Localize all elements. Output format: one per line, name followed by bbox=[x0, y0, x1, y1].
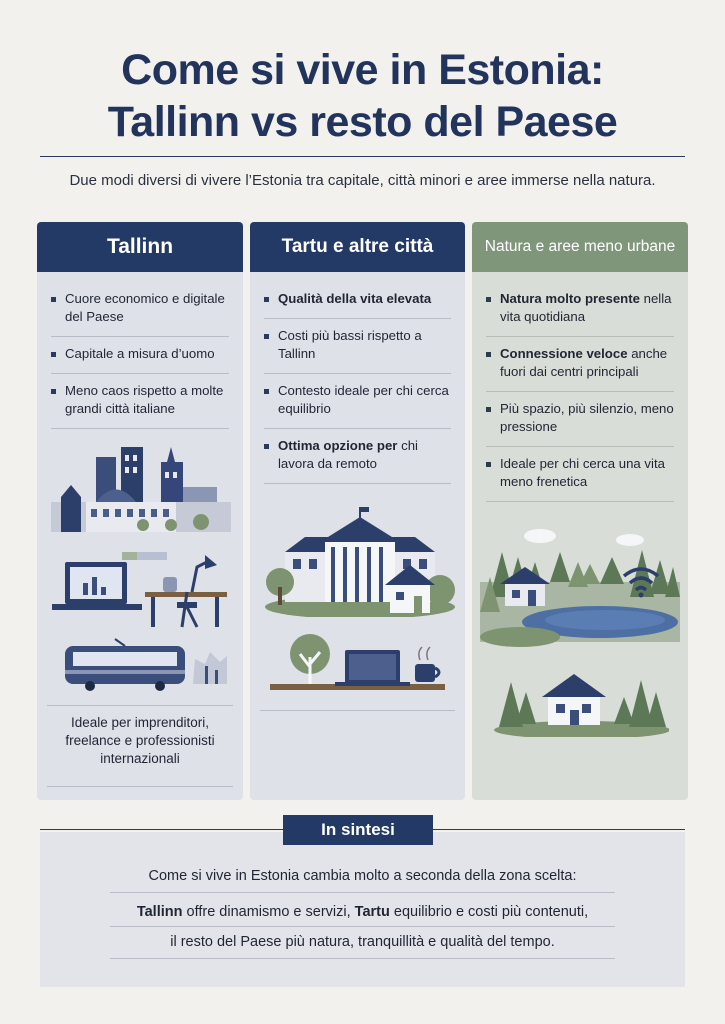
list-item bbox=[486, 447, 674, 502]
subtitle: Due modi diversi di vivere l’Estonia tra capitale, città minori e aree immerse nella natura. bbox=[69, 172, 656, 189]
column-divider bbox=[47, 786, 233, 787]
title-line-2: Tallinn vs resto del Paese bbox=[107, 98, 618, 146]
summary-separator bbox=[110, 958, 615, 959]
list-item bbox=[264, 319, 451, 374]
summary-bold-tartu: Tartu bbox=[354, 904, 390, 920]
column-heading-tallinn: Tallinn bbox=[37, 222, 243, 272]
summary-line-3: il resto del Paese più natura, tranquillità e qualità del tempo. bbox=[170, 934, 555, 950]
column-divider bbox=[47, 705, 233, 706]
column-tartu bbox=[250, 222, 465, 800]
item-text: Costi più bassi rispetto a Tallinn bbox=[278, 328, 422, 361]
wifi-icon bbox=[620, 562, 662, 598]
list-item bbox=[51, 337, 229, 374]
item-bold-text: Qualità della vita elevata bbox=[278, 291, 432, 306]
summary-line-2 bbox=[110, 904, 615, 920]
item-text: chi lavora da remoto bbox=[278, 438, 418, 471]
summary-bold-tallinn: Tallinn bbox=[136, 904, 183, 920]
natura-item-list bbox=[472, 272, 688, 502]
item-text: Capitale a misura d’uomo bbox=[65, 346, 215, 361]
list-item bbox=[486, 392, 674, 447]
list-item bbox=[264, 429, 451, 484]
cottage-icon bbox=[494, 662, 669, 737]
coffee-laptop-icon bbox=[265, 632, 455, 697]
title-divider bbox=[40, 156, 685, 157]
item-text: Più spazio, più silenzio, meno pressione bbox=[500, 401, 674, 434]
column-heading-natura: Natura e aree meno urbane bbox=[472, 222, 688, 272]
page-title bbox=[0, 44, 725, 148]
list-item bbox=[264, 282, 451, 319]
tallinn-footer: Ideale per imprenditori, freelance e professionisti internazionali bbox=[65, 715, 215, 766]
column-tallinn bbox=[37, 222, 243, 800]
house-icon bbox=[380, 560, 455, 620]
summary-separator bbox=[110, 892, 615, 893]
summary-text: offre dinamismo e servizi, bbox=[182, 904, 355, 920]
summary-separator bbox=[110, 926, 615, 927]
city-skyline-icon bbox=[51, 447, 231, 537]
item-text: Contesto ideale per chi cerca equilibrio bbox=[278, 383, 449, 416]
list-item bbox=[51, 282, 229, 337]
summary-text: equilibrio e costi più contenuti, bbox=[389, 904, 589, 920]
column-divider bbox=[260, 710, 455, 711]
summary-badge: In sintesi bbox=[283, 815, 433, 845]
title-line-1: Come si vive in Estonia: bbox=[121, 46, 604, 94]
column-natura bbox=[472, 222, 688, 800]
tartu-item-list bbox=[250, 272, 465, 484]
tram-icon bbox=[55, 634, 235, 694]
list-item bbox=[486, 337, 674, 392]
item-text: anche fuori dai centri principali bbox=[500, 346, 668, 379]
tallinn-item-list bbox=[37, 272, 243, 429]
list-item bbox=[264, 374, 451, 429]
item-text: Cuore economico e digitale del Paese bbox=[65, 291, 225, 324]
item-text: Meno caos rispetto a molte grandi città italiane bbox=[65, 383, 224, 416]
item-text: nella vita quotidiana bbox=[500, 291, 672, 324]
summary-line-1: Come si vive in Estonia cambia molto a seconda della zona scelta: bbox=[148, 868, 577, 884]
laptop-desk-icon bbox=[47, 547, 232, 632]
list-item bbox=[51, 374, 229, 429]
item-bold-text: Natura molto presente bbox=[500, 291, 640, 306]
item-bold-text: Connessione veloce bbox=[500, 346, 628, 361]
item-bold-text: Ottima opzione per bbox=[278, 438, 398, 453]
item-text: Ideale per chi cerca una vita meno frenetica bbox=[500, 456, 665, 489]
column-heading-tartu: Tartu e altre città bbox=[250, 222, 465, 272]
list-item bbox=[486, 282, 674, 337]
